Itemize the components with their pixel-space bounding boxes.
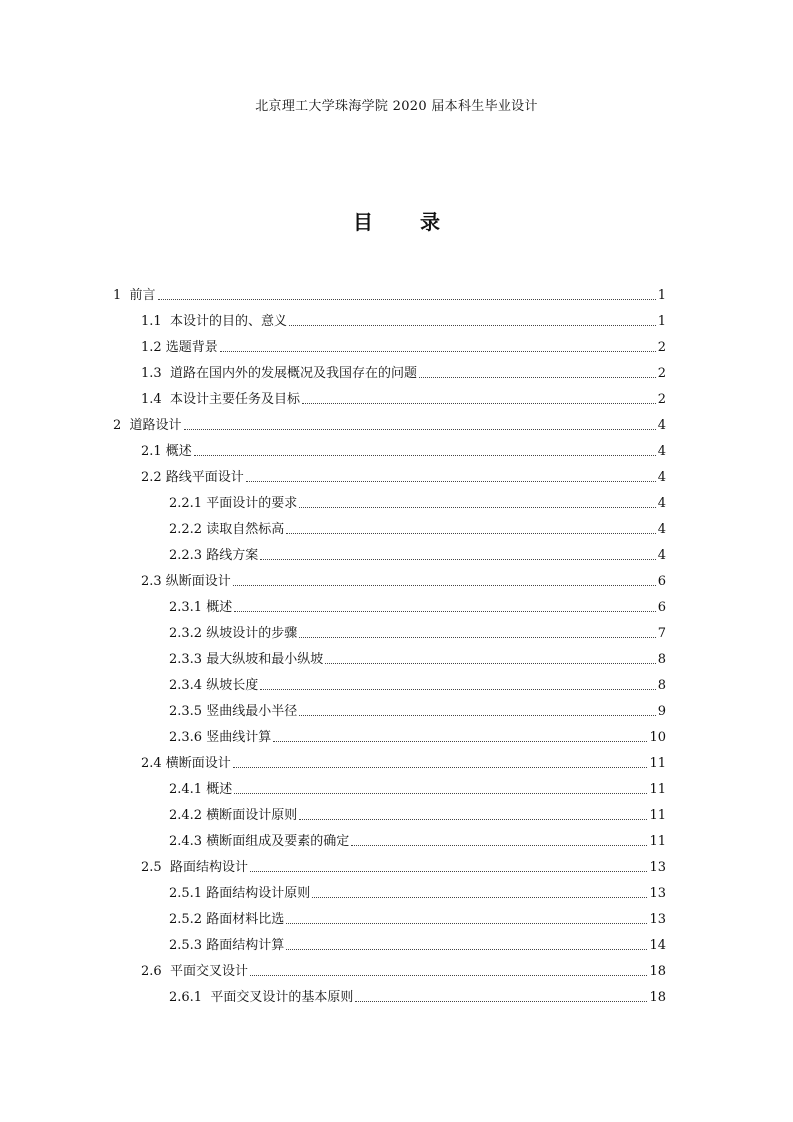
toc-entry-page: 4 [657,444,666,459]
toc-entry[interactable] [141,310,666,330]
toc-entry-label: 2.2.1 平面设计的要求 [169,496,298,511]
toc-entry[interactable] [141,570,666,590]
toc-entry-page: 13 [649,860,666,875]
toc-entry-label: 2.6 平面交叉设计 [141,964,248,979]
toc-entry-page: 4 [657,418,666,433]
toc-entry-label: 2.3.2 纵坡设计的步骤 [169,626,298,641]
toc-leader-dots [299,819,647,820]
toc-leader-dots [250,975,648,976]
toc-entry-label: 2.5.3 路面结构计算 [169,938,285,953]
toc-entry[interactable] [169,778,666,798]
toc-entry[interactable] [141,440,666,460]
toc-leader-dots [286,533,656,534]
toc-entry-label: 1.2 选题背景 [141,340,218,355]
toc-entry-page: 10 [649,730,666,745]
toc-entry[interactable] [141,362,666,382]
toc-leader-dots [260,689,656,690]
toc-entry-page: 11 [649,782,666,797]
toc-leader-dots [158,299,656,300]
toc-entry-page: 6 [657,600,666,615]
toc-leader-dots [233,585,656,586]
toc-entry-page: 9 [657,704,666,719]
toc-leader-dots [299,507,656,508]
toc-entry[interactable] [169,700,666,720]
toc-entry-label: 1 前言 [113,288,156,303]
toc-entry-page: 7 [657,626,666,641]
toc-entry-label: 1.1 本设计的目的、意义 [141,314,287,329]
toc-entry-page: 18 [649,964,666,979]
toc-entry-page: 2 [657,392,666,407]
toc-leader-dots [286,923,647,924]
toc-leader-dots [351,845,647,846]
toc-entry-label: 2.4 横断面设计 [141,756,231,771]
toc-entry[interactable] [169,882,666,902]
toc-entry-page: 8 [657,652,666,667]
toc-entry-label: 2.3.3 最大纵坡和最小纵坡 [169,652,324,667]
toc-entry[interactable] [141,856,666,876]
toc-entry[interactable] [141,752,666,772]
toc-leader-dots [325,663,656,664]
toc-leader-dots [419,377,656,378]
toc-entry-page: 11 [649,808,666,823]
page-title: 目 录 [353,210,460,234]
toc-entry[interactable] [169,648,666,668]
toc-entry[interactable] [169,596,666,616]
toc-entry[interactable] [169,726,666,746]
toc-leader-dots [260,559,656,560]
toc-entry[interactable] [169,908,666,928]
toc-leader-dots [299,637,656,638]
toc-entry-page: 8 [657,678,666,693]
toc-entry-label: 2.5.2 路面材料比选 [169,912,285,927]
toc-entry-label: 2.3 纵断面设计 [141,574,231,589]
toc-entry[interactable] [141,466,666,486]
toc-entry-label: 1.4 本设计主要任务及目标 [141,392,300,407]
toc-entry[interactable] [169,804,666,824]
toc-leader-dots [273,741,647,742]
toc-leader-dots [302,403,656,404]
toc-entry-page: 6 [657,574,666,589]
toc-entry[interactable] [169,544,666,564]
toc-entry-label: 2.4.3 横断面组成及要素的确定 [169,834,350,849]
toc-entry-page: 11 [649,756,666,771]
toc-entry[interactable] [141,336,666,356]
toc-entry-label: 2.1 概述 [141,444,192,459]
toc-entry-label: 2.5.1 路面结构设计原则 [169,886,311,901]
toc-entry-label: 2.4.2 横断面设计原则 [169,808,298,823]
toc-entry-label: 2.3.6 竖曲线计算 [169,730,272,745]
toc-leader-dots [234,611,656,612]
toc-entry-page: 14 [649,938,666,953]
toc-entry-page: 11 [649,834,666,849]
toc-leader-dots [233,767,648,768]
toc-entry-label: 2 道路设计 [113,418,182,433]
toc-entry-label: 2.4.1 概述 [169,782,233,797]
toc-entry-label: 1.3 道路在国内外的发展概况及我国存在的问题 [141,366,417,381]
toc-entry-label: 2.3.5 竖曲线最小半径 [169,704,298,719]
toc-entry[interactable] [169,674,666,694]
toc-entry-page: 2 [657,366,666,381]
toc-entry-page: 1 [657,314,666,329]
toc-leader-dots [286,949,647,950]
toc-entry[interactable] [169,934,666,954]
toc-entry[interactable] [169,830,666,850]
toc-entry-page: 13 [649,912,666,927]
toc-entry-label: 2.3.1 概述 [169,600,233,615]
page-header: 北京理工大学珠海学院 2020 届本科生毕业设计 [255,99,538,114]
toc-entry-label: 2.2 路线平面设计 [141,470,244,485]
toc-entry-page: 2 [657,340,666,355]
toc-leader-dots [194,455,656,456]
toc-entry-page: 4 [657,548,666,563]
toc-entry[interactable] [169,986,666,1006]
toc-leader-dots [184,429,656,430]
toc-leader-dots [246,481,656,482]
toc-leader-dots [234,793,647,794]
toc-entry[interactable] [141,960,666,980]
toc-leader-dots [250,871,648,872]
toc-entry-page: 1 [657,288,666,303]
toc-leader-dots [312,897,647,898]
toc-entry-label: 2.2.2 读取自然标高 [169,522,285,537]
toc-entry[interactable] [113,284,666,304]
toc-leader-dots [289,325,656,326]
toc-entry-label: 2.3.4 纵坡长度 [169,678,259,693]
toc-entry[interactable] [169,492,666,512]
toc-leader-dots [299,715,656,716]
toc-leader-dots [355,1001,647,1002]
toc-entry[interactable] [169,518,666,538]
toc-entry-page: 4 [657,522,666,537]
toc-entry-page: 4 [657,496,666,511]
toc-entry-page: 13 [649,886,666,901]
toc-entry-label: 2.5 路面结构设计 [141,860,248,875]
toc-entry[interactable] [169,622,666,642]
toc-entry[interactable] [141,388,666,408]
toc-leader-dots [220,351,656,352]
toc-entry-page: 18 [649,990,666,1005]
toc-entry-label: 2.2.3 路线方案 [169,548,259,563]
toc-entry-label: 2.6.1 平面交叉设计的基本原则 [169,990,354,1005]
toc-entry[interactable] [113,414,666,434]
toc-entry-page: 4 [657,470,666,485]
